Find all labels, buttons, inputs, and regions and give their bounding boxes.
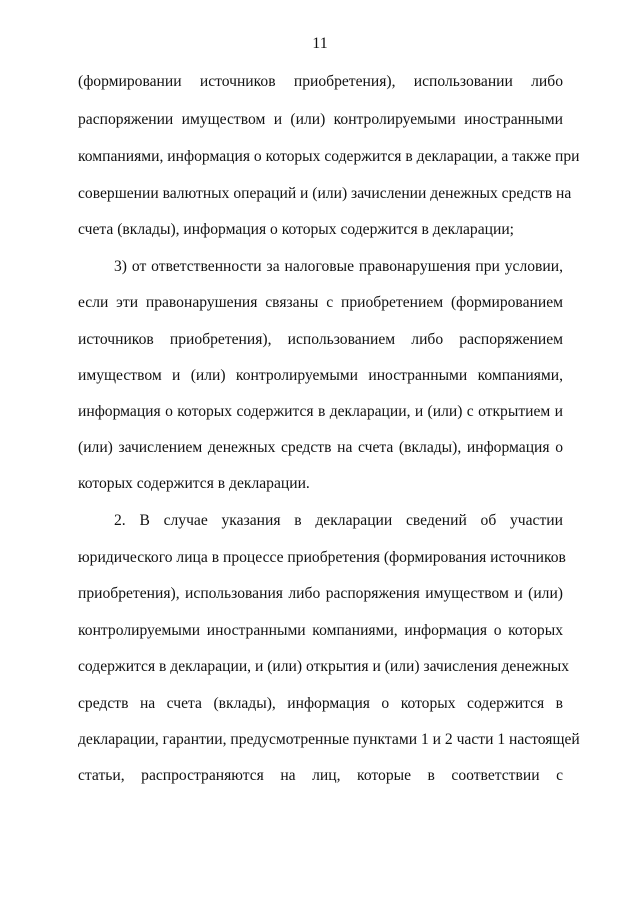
text-line: совершении валютных операций и (или) зачислении денежных средств на [78,185,572,202]
text-line: имуществом и (или) контролируемыми иностранными компаниями, [78,367,563,384]
text-line: если эти правонарушения связаны с приобретением (формированием [78,294,563,311]
text-line: 2. В случае указания в декларации сведений об участии [114,512,563,529]
text-line: (или) зачислением денежных средств на счета (вклады), информация о [78,439,563,456]
text-line: источников приобретения), использованием либо распоряжением [78,331,563,348]
text-line: информация о которых содержится в декларации, и (или) с открытием и [78,403,563,420]
text-line: средств на счета (вклады), информация о которых содержится в [78,695,563,712]
text-line: 3) от ответственности за налоговые правонарушения при условии, [114,258,563,275]
text-line: содержится в декларации, и (или) открытия и (или) зачисления денежных [78,658,570,675]
text-line: контролируемыми иностранными компаниями, информация о которых [78,622,563,639]
text-line: счета (вклады), информация о которых содержится в декларации; [78,221,514,238]
text-line: которых содержится в декларации. [78,475,310,492]
text-line: юридического лица в процессе приобретения (формирования источников [78,549,566,566]
text-line: компаниями, информация о которых содержится в декларации, а также при [78,148,580,165]
page-number: 11 [312,35,328,52]
text-line: приобретения), использования либо распоряжения имуществом и (или) [78,585,563,602]
text-line: (формировании источников приобретения), использовании либо [78,73,563,90]
text-line: декларации, гарантии, предусмотренные пунктами 1 и 2 части 1 настоящей [78,731,580,748]
text-line: распоряжении имуществом и (или) контролируемыми иностранными [78,111,563,128]
text-line: статьи, распространяются на лиц, которые в соответствии с [78,767,563,784]
